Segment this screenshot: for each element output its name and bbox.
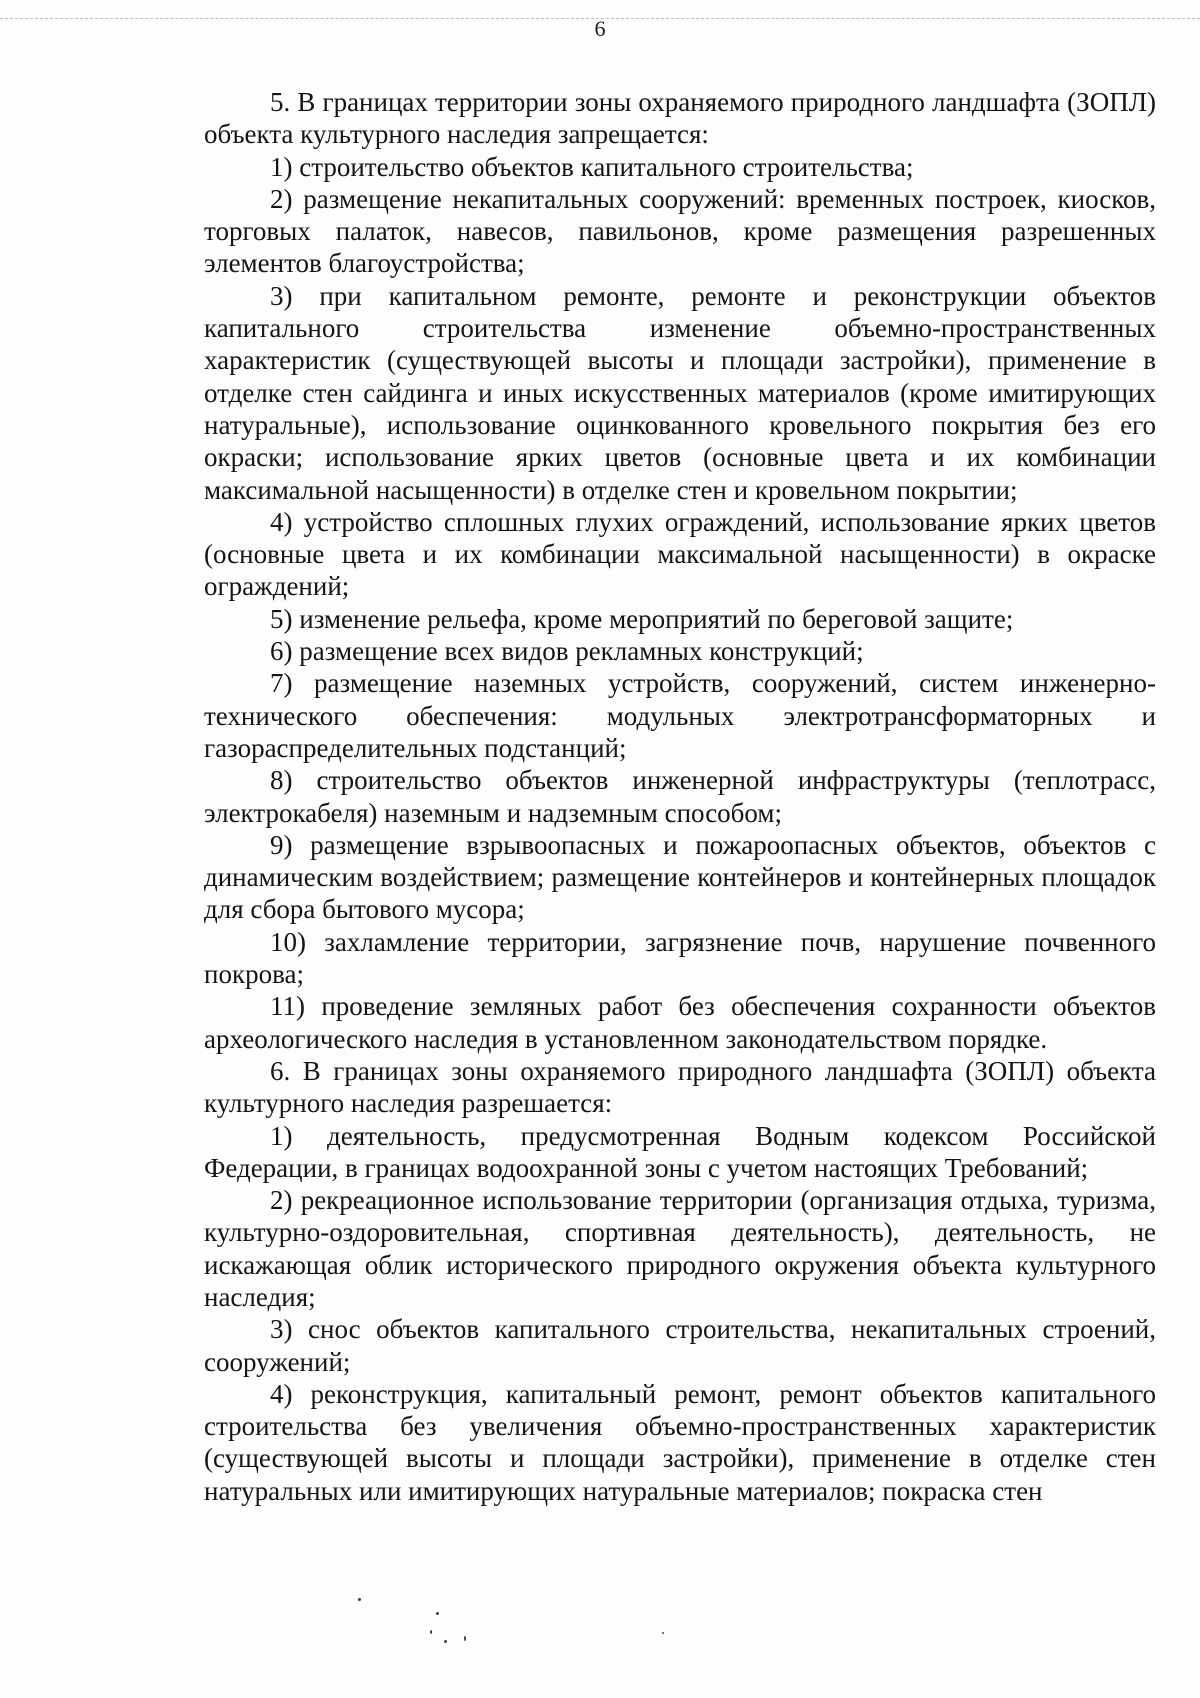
scan-speck — [430, 1630, 432, 1634]
paragraph-5-item-3: 3) при капитальном ремонте, ремонте и реконструкции объектов капитального строительства изменение объемно-пространственных характеристик (существующей высоты и площади застройки), применение в отделке стен сайдинга и иных искусственных материалов (кроме имитирующих натуральные), использование оцинкованного кровельного покрытия без его окраски; использование ярких цветов (основные цвета и их комбинации максимальной насыщенности) в отделке стен и кровельном покрытии; — [204, 280, 1156, 505]
paragraph-6-heading: 6. В границах зоны охраняемого природного ландшафта (ЗОПЛ) объекта культурного наследия разрешается: — [204, 1055, 1156, 1119]
scan-speck — [436, 1612, 439, 1615]
paragraph-5-item-4: 4) устройство сплошных глухих ограждений, использование ярких цветов (основные цвета и их комбинации максимальной насыщенности) в окраске ограждений; — [204, 506, 1156, 602]
paragraph-5-heading: 5. В границах территории зоны охраняемого природного ландшафта (ЗОПЛ) объекта культурного наследия запрещается: — [204, 87, 1156, 150]
paragraph-5-item-11: 11) проведение земляных работ без обеспечения сохранности объектов археологического наследия в установленном законодательством порядке. — [204, 991, 1156, 1054]
scan-speck — [662, 1632, 664, 1634]
paragraph-5-item-7: 7) размещение наземных устройств, сооружений, систем инженерно-технического обеспечения: модульных электротрансформаторных и газораспределительных подстанций; — [204, 668, 1156, 763]
paragraph-5-item-9: 9) размещение взрывоопасных и пожароопасных объектов, объектов с динамическим воздействием; размещение контейнеров и контейнерных площадок для сбора бытового мусора; — [204, 829, 1156, 925]
scan-speck — [358, 1598, 361, 1601]
paragraph-6-item-3: 3) снос объектов капитального строительства, некапитальных строений, сооружений; — [204, 1314, 1156, 1377]
paragraph-5-item-6: 6) размещение всех видов рекламных конструкций; — [270, 636, 864, 667]
scan-speck — [464, 1636, 466, 1641]
paragraph-6-item-4: 4) реконструкция, капитальный ремонт, ремонт объектов капитального строительства без увеличения объемно-пространственных характеристик (существующей высоты и площади застройки), применение в отделке стен натуральных или имитирующих натуральные материалов; покраска стен — [204, 1378, 1156, 1506]
page-number: 6 — [594, 16, 606, 41]
paragraph-6-item-1: 1) деятельность, предусмотренная Водным кодексом Российской Федерации, в границах водоохранной зоны с учетом настоящих Требований; — [204, 1120, 1156, 1183]
paragraph-5-item-8: 8) строительство объектов инженерной инфраструктуры (теплотрасс, электрокабеля) наземным и надземным способом; — [204, 765, 1156, 828]
document-body — [204, 86, 1156, 1507]
paragraph-5-item-1: 1) строительство объектов капитального строительства; — [270, 151, 914, 182]
scan-speck — [444, 1640, 447, 1643]
paragraph-5-item-10: 10) захламление территории, загрязнение почв, нарушение почвенного покрова; — [204, 926, 1156, 990]
paragraph-5-item-2: 2) размещение некапитальных сооружений: временных построек, киосков, торговых палаток, навесов, павильонов, кроме размещения разрешенных элементов благоустройства; — [204, 183, 1156, 279]
paragraph-6-item-2: 2) рекреационное использование территории (организация отдыха, туризма, культурно-оздоровительная, спортивная деятельность), деятельность, не искажающая облик исторического природного окружения объекта культурного наследия; — [204, 1185, 1156, 1312]
paragraph-5-item-5: 5) изменение рельефа, кроме мероприятий по береговой защите; — [270, 603, 1014, 634]
